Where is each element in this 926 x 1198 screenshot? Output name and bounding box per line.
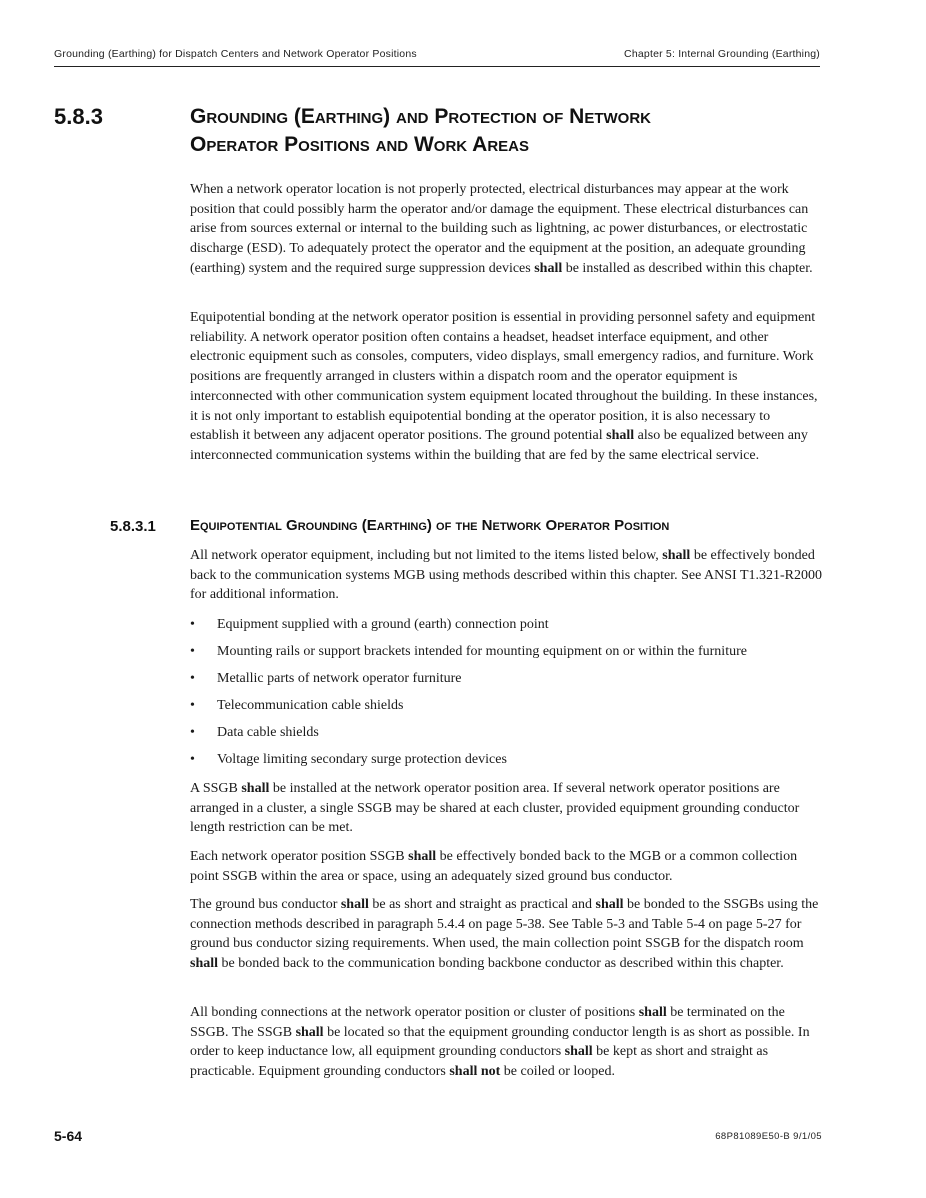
p7-shall-3: shall	[564, 1044, 593, 1060]
list-item	[190, 724, 822, 751]
header-rule	[54, 66, 820, 67]
paragraph-2	[190, 308, 822, 466]
list-item	[190, 670, 822, 697]
subsection-number: 5.8.3.1	[110, 518, 156, 535]
p4-text-a: A SSGB	[190, 781, 242, 796]
p6-text-e: be bonded to the SSGBs using the connection methods described in paragraph 5.4.4 on page 5-38. See Table 5-3 and Table 5-4 on page 5-27 for ground bus conductor sizing requirements. When used, the main collection point SSGB for the dispatch room	[190, 897, 819, 952]
p1-text-a: When a network operator location is not properly protected, electrical disturbances may appear at the work position that could possibly harm the operator and/or damage the equipment. These electrical disturbances can arise from sources external or internal to the building such as lightning, ac power disturbances, or electrostatic discharge (ESD). To adequately protect the operator and the equipment at the position, an adequate grounding (earthing) system and the required surge suppression devices	[190, 182, 809, 276]
paragraph-3	[190, 546, 822, 605]
running-header	[54, 48, 820, 60]
bullet-icon: •	[190, 617, 195, 632]
paragraph-6	[190, 895, 822, 974]
document-id: 68P81089E50-B 9/1/05	[715, 1131, 822, 1142]
paragraph-7	[190, 1003, 822, 1082]
p7-shall-not: shall not	[449, 1064, 501, 1080]
p5-text-a: Each network operator position SSGB	[190, 849, 409, 864]
p7-text-c: be terminated on the SSGB. The SSGB	[190, 1005, 785, 1040]
list-item-text: Voltage limiting secondary surge protection devices	[217, 752, 507, 767]
list-item	[190, 751, 822, 778]
p6-shall-2: shall	[595, 897, 624, 912]
p6-shall-3: shall	[190, 956, 219, 972]
p7-text-i: be coiled or looped.	[500, 1064, 615, 1080]
p2-text-a: Equipotential bonding at the network operator position is essential in providing personnel safety and equipment reliability. A network operator position often contains a headset, headset interface equipment, and other electronic equipment such as consoles, computers, video displays, small emergency radios, and furniture. Work positions are frequently arranged in clusters within a dispatch room and the operator equipment is interconnected with other communication system equipment located throughout the building. In these instances, it is not only important to establish equipotential bonding at the operator position, it is also necessary to establish it between any adjacent operator positions. The ground potential	[190, 310, 818, 444]
p6-text-a: The ground bus conductor	[190, 897, 341, 912]
list-item-text: Data cable shields	[217, 725, 319, 740]
section-title-line2: Operator Positions and Work Areas	[190, 133, 530, 156]
p2-text-c: also be equalized between any interconnected communication systems within the building that are fed by the same electrical service.	[190, 428, 808, 463]
equipment-bullet-list	[190, 616, 822, 778]
list-item	[190, 697, 822, 724]
p3-shall: shall	[662, 548, 691, 563]
p7-text-e: be located so that the equipment grounding conductor length is as short as possible. In order to keep inductance low, all equipment grounding conductors	[190, 1024, 810, 1060]
p7-text-a: All bonding connections at the network operator position or cluster of positions	[190, 1005, 639, 1020]
bullet-icon: •	[190, 671, 195, 686]
bullet-icon: •	[190, 725, 195, 740]
bullet-icon: •	[190, 644, 195, 659]
list-item	[190, 643, 822, 670]
page-number: 5-64	[54, 1128, 83, 1144]
list-item-text: Metallic parts of network operator furniture	[217, 671, 462, 686]
p6-shall-1: shall	[340, 897, 369, 912]
p6-text-g: be bonded back to the communication bonding backbone conductor as described within this chapter.	[218, 956, 784, 972]
list-item	[190, 616, 822, 643]
section-title	[190, 103, 830, 159]
p7-shall-1: shall	[638, 1005, 667, 1020]
p5-shall: shall	[408, 849, 437, 864]
p4-text-c: be installed at the network operator position area. If several network operator positions are arranged in a cluster, a single SSGB may be shared at each cluster, provided equipment grounding conductor length restriction can be met.	[190, 781, 800, 836]
subsection-title: Equipotential Grounding (Earthing) of the Network Operator Position	[190, 517, 670, 534]
bullet-icon: •	[190, 698, 195, 713]
p3-text-c: be effectively bonded back to the communication systems MGB using methods described within this chapter. See ANSI T1.321-R2000 for additional information.	[190, 548, 823, 603]
list-item-text: Mounting rails or support brackets intended for mounting equipment on or within the furniture	[217, 644, 747, 659]
section-title-line1: Grounding (Earthing) and Protection of Network	[190, 105, 651, 128]
p6-text-c: be as short and straight as practical and	[368, 897, 596, 912]
bullet-icon: •	[190, 752, 195, 767]
list-item-text: Equipment supplied with a ground (earth) connection point	[217, 617, 549, 632]
list-item-text: Telecommunication cable shields	[217, 698, 404, 713]
p7-shall-2: shall	[295, 1024, 324, 1040]
header-left-title: Grounding (Earthing) for Dispatch Centers and Network Operator Positions	[54, 48, 417, 60]
section-number: 5.8.3	[54, 104, 103, 129]
p1-shall: shall	[534, 260, 563, 276]
p2-shall: shall	[606, 428, 635, 444]
paragraph-5	[190, 847, 822, 886]
p5-text-c: be effectively bonded back to the MGB or a common collection point SSGB within the area or space, using an adequately sized ground bus conductor.	[190, 849, 798, 884]
p7-text-g: be kept as short and straight as practicable. Equipment grounding conductors	[190, 1044, 769, 1080]
paragraph-4	[190, 779, 822, 838]
paragraph-1	[190, 180, 822, 279]
p1-text-c: be installed as described within this chapter.	[562, 260, 813, 276]
p3-text-a: All network operator equipment, including but not limited to the items listed below,	[190, 548, 663, 563]
p4-shall: shall	[241, 781, 270, 796]
header-right-chapter: Chapter 5: Internal Grounding (Earthing)	[624, 48, 820, 60]
